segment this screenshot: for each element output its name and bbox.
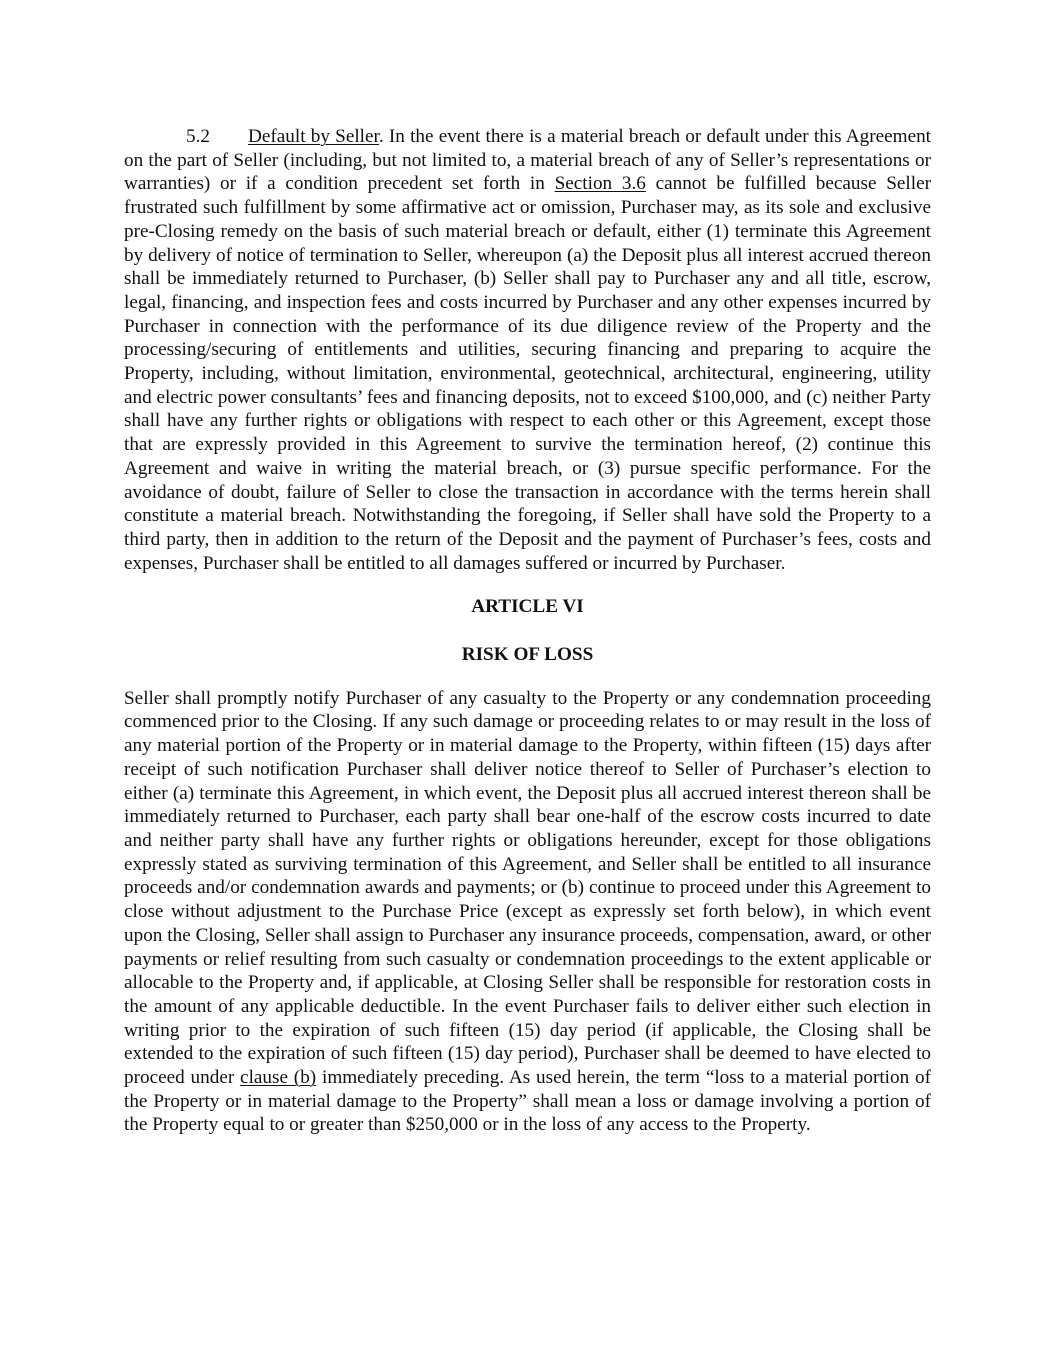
section-5-2-text-1: . In the event there is a material breach or default under this Agreement on the part of Seller (including, but not limited to, a material breach of any of Seller’s representations or warranties) or if a condition precedent set forth in (124, 126, 932, 195)
clause-b-reference: clause (b) (240, 1067, 317, 1089)
section-5-2-text-2: cannot be fulfilled because Seller frustrated such fulfillment by some affirmative act or omission, Purchaser may, as its sole and exclusive pre-Closing remedy on the basis of such material breach or default, either (1) terminate this Agreement by delivery of notice of termination to Seller, whereupon (a) the Deposit plus all interest accrued thereon shall be immediately returned to Purchaser, (b) Seller shall pay to Purchaser any and all title, escrow, legal, financing, and inspection fees and costs incurred by Purchaser and any other expenses incurred by Purchaser in connection with the performance of its due diligence review of the Property and the processing/securing of entitlements and utilities, securing financing and preparing to acquire the Property, including, without limitation, environmental, geotechnical, architectural, engineering, utility and electric power consultants’ fees and financing deposits, not to exceed $100,000, and (c) neither Party shall have any further rights or obligations with respect to each other or this Agreement, except those that are expressly provided in this Agreement to survive the termination hereof, (2) continue this Agreement and waive in writing the material breach, or (3) pursue specific performance. For the avoidance of doubt, failure of Seller to close the transaction in accordance with the terms herein shall constitute a material breach. Notwithstanding the foregoing, if Seller shall have sold the Property to a third party, then in addition to the return of the Deposit and the payment of Purchaser’s fees, costs and expenses, Purchaser shall be entitled to all damages suffered or incurred by Purchaser. (124, 173, 931, 574)
document-page (124, 125, 931, 1137)
section-3-6-reference: Section 3.6 (554, 173, 646, 195)
risk-of-loss-text-2: immediately preceding. As used herein, the term “loss to a material portion of the Property or in material damage to the Property” shall mean a loss or damage involving a portion of the Property equal to or greater than $250,000 or in the loss of any access to the Property. (124, 1067, 931, 1136)
section-title: Default by Seller (248, 126, 379, 147)
section-number: 5.2 (186, 126, 210, 147)
article-title: RISK OF LOSS (461, 644, 594, 666)
risk-of-loss-paragraph (124, 687, 931, 1137)
section-5-2-paragraph (124, 125, 931, 575)
article-heading: ARTICLE VI (471, 596, 584, 618)
risk-of-loss-text-1: Seller shall promptly notify Purchaser of any casualty to the Property or any condemnation proceeding commenced prior to the Closing. If any such damage or proceeding relates to or may result in the loss of any material portion of the Property or in material damage to the Property, within fifteen (15) days after receipt of such notification Purchaser shall deliver notice thereof to Seller of Purchaser’s election to either (a) terminate this Agreement, in which event, the Deposit plus all accrued interest thereon shall be immediately returned to Purchaser, each party shall bear one-half of the escrow costs incurred to date and neither party shall have any further rights or obligations hereunder, except for those obligations expressly stated as surviving termination of this Agreement, and Seller shall be entitled to all insurance proceeds and/or condemnation awards and payments; or (b) continue to proceed under this Agreement to close without adjustment to the Purchase Price (except as expressly set forth below), in which event upon the Closing, Seller shall assign to Purchaser any insurance proceeds, compensation, award, or other payments or relief resulting from such casualty or condemnation proceedings to the extent applicable or allocable to the Property and, if applicable, at Closing Seller shall be responsible for restoration costs in the amount of any applicable deductible. In the event Purchaser fails to deliver either such election in writing prior to the expiration of such fifteen (15) day period (if applicable, the Closing shall be extended to the expiration of such fifteen (15) day period), Purchaser shall be deemed to have elected to proceed under (124, 687, 931, 1089)
